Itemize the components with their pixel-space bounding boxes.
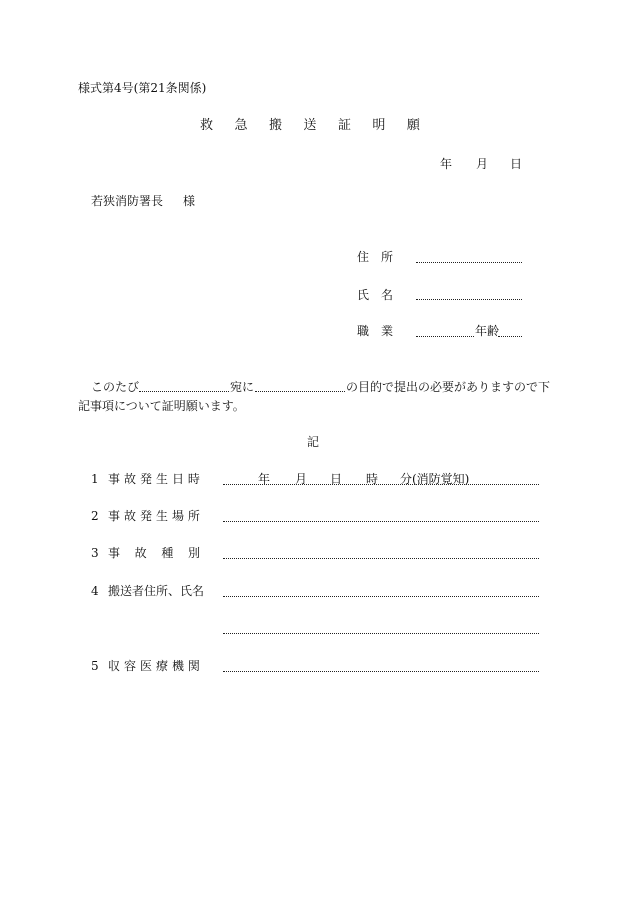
recipient-field[interactable]	[139, 391, 229, 392]
item-label-incident-type: 事 故 種 別	[108, 546, 200, 560]
incident-type-field[interactable]	[223, 558, 539, 559]
address-field[interactable]	[416, 262, 522, 263]
datetime-year: 年	[258, 472, 271, 486]
title-char: 搬	[268, 118, 282, 133]
addressee-name: 若狭消防署長	[91, 194, 164, 208]
addressee-honorific: 様	[183, 194, 196, 208]
form-title	[200, 118, 420, 134]
item-label-hospital: 収 容 医 療 機 関	[108, 659, 200, 673]
patient-address-field[interactable]	[223, 596, 539, 597]
incident-place-field[interactable]	[223, 521, 539, 522]
datetime-hour: 時	[366, 472, 379, 486]
age-field[interactable]	[498, 336, 522, 337]
title-char: 救	[200, 118, 214, 133]
title-char: 送	[303, 118, 317, 133]
form-number: 様式第4号(第21条関係)	[78, 81, 207, 95]
date-year-label: 年	[440, 157, 453, 171]
datetime-day: 日	[330, 472, 343, 486]
purpose-field[interactable]	[255, 391, 345, 392]
occupation-field[interactable]	[416, 336, 474, 337]
title-char: 急	[234, 118, 248, 133]
title-char: 願	[406, 118, 420, 133]
age-label: 年齢	[475, 324, 500, 338]
item-label-incident-datetime: 事 故 発 生 日 時	[108, 472, 200, 486]
item-number: 1	[91, 472, 99, 486]
incident-datetime-field[interactable]	[223, 484, 539, 485]
item-number: 5	[91, 659, 99, 673]
title-char: 明	[372, 118, 386, 133]
datetime-minute: 分(消防覚知)	[400, 472, 470, 486]
address-label: 住 所	[357, 250, 394, 264]
date-day-label: 日	[510, 157, 523, 171]
hospital-field[interactable]	[223, 671, 539, 672]
item-number: 3	[91, 546, 99, 560]
item-label-incident-place: 事 故 発 生 場 所	[108, 509, 200, 523]
name-label: 氏 名	[357, 288, 394, 302]
date-month-label: 月	[476, 157, 489, 171]
occupation-label: 職 業	[357, 324, 394, 338]
purpose-suffix: の目的で提出の必要がありますので下	[346, 380, 551, 394]
item-label-patient: 搬送者住所、氏名	[108, 584, 205, 598]
patient-name-field[interactable]	[223, 633, 539, 634]
ki-heading: 記	[307, 435, 320, 449]
purpose-prefix: このたび	[91, 380, 140, 394]
item-number: 2	[91, 509, 99, 523]
datetime-month: 月	[295, 472, 308, 486]
purpose-line2: 記事項について証明願います。	[78, 399, 245, 413]
name-field[interactable]	[416, 299, 522, 300]
purpose-mid: 宛に	[230, 380, 255, 394]
item-number: 4	[91, 584, 99, 598]
title-char: 証	[337, 118, 351, 133]
